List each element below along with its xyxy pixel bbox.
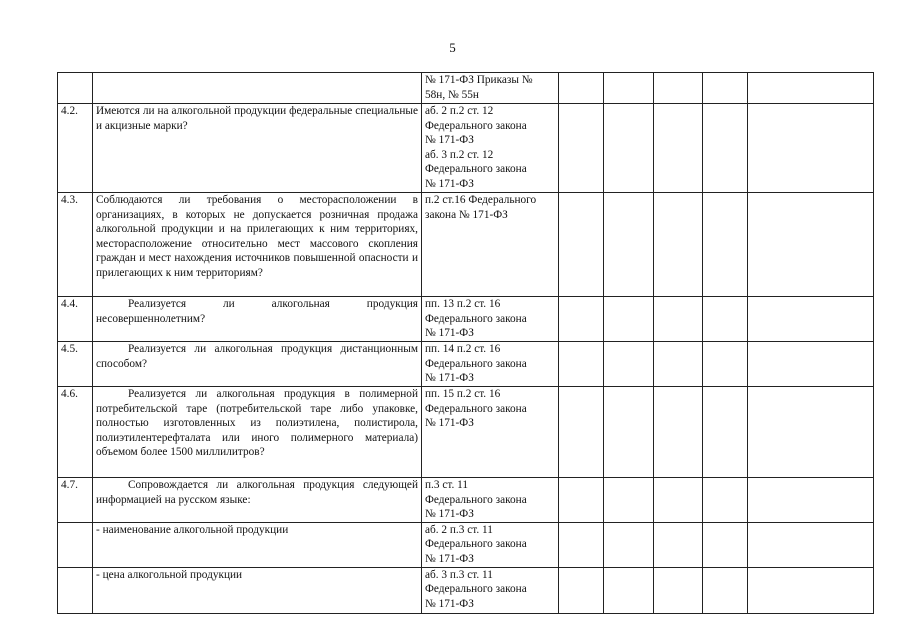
reference-line: пп. 13 п.2 ст. 16 [425, 298, 501, 310]
legal-reference [422, 104, 559, 193]
question-text [93, 73, 422, 104]
legal-reference [422, 297, 559, 342]
row-number: 4.5. [58, 342, 93, 387]
reference-line: 58н, № 55н [425, 88, 479, 101]
reference-line: № 171-ФЗ [425, 327, 474, 340]
notes-cell [748, 297, 874, 342]
answer-cell-yes [559, 478, 604, 523]
table-row [58, 387, 874, 478]
question-text: Реализуется ли алкогольная продукция дистанционным способом? [93, 342, 422, 387]
row-number: 4.7. [58, 478, 93, 523]
answer-cell-extra [703, 297, 748, 342]
question-text: Реализуется ли алкогольная продукция несовершеннолетним? [93, 297, 422, 342]
table-row [58, 522, 874, 567]
answer-cell-na [654, 387, 703, 478]
reference-line: аб. 3 п.3 ст. 11 [425, 568, 493, 581]
reference-line: Федерального закона [425, 312, 527, 325]
answer-cell-extra [703, 342, 748, 387]
answer-cell-na [654, 73, 703, 104]
answer-cell-yes [559, 522, 604, 567]
table-row [58, 478, 874, 523]
answer-cell-no [604, 567, 654, 613]
reference-line: аб. 2 п.3 ст. 11 [425, 523, 493, 536]
row-number: 4.4. [58, 297, 93, 342]
row-number [58, 73, 93, 104]
row-number [58, 567, 93, 613]
table-row [58, 342, 874, 387]
answer-cell-yes [559, 342, 604, 387]
question-text: - наименование алкогольной продукции [93, 522, 422, 567]
legal-reference [422, 567, 559, 613]
answer-cell-no [604, 478, 654, 523]
question-text: Имеются ли на алкогольной продукции федеральные специальные и акцизные марки? [93, 104, 422, 193]
reference-line: Федерального закона [425, 493, 527, 506]
reference-line: п.3 ст. 11 [425, 479, 468, 491]
answer-cell-extra [703, 104, 748, 193]
question-text: - цена алкогольной продукции [93, 567, 422, 613]
legal-reference [422, 193, 559, 297]
reference-line: аб. 2 п.2 ст. 12 [425, 105, 494, 117]
reference-line: пп. 14 п.2 ст. 16 [425, 343, 501, 355]
legal-reference [422, 342, 559, 387]
answer-cell-no [604, 297, 654, 342]
answer-cell-na [654, 478, 703, 523]
notes-cell [748, 73, 874, 104]
page-number: 5 [449, 40, 456, 55]
legal-reference [422, 387, 559, 478]
row-number [58, 522, 93, 567]
answer-cell-extra [703, 522, 748, 567]
answer-cell-yes [559, 193, 604, 297]
table-row [58, 193, 874, 297]
answer-cell-extra [703, 567, 748, 613]
reference-line: № 171-ФЗ [425, 372, 474, 385]
reference-line: № 171-ФЗ Приказы № [425, 74, 533, 86]
answer-cell-na [654, 297, 703, 342]
legal-reference [422, 522, 559, 567]
table-row [58, 567, 874, 613]
notes-cell [748, 342, 874, 387]
reference-line: Федерального закона [425, 119, 527, 132]
notes-cell [748, 104, 874, 193]
reference-line: закона № 171-ФЗ [425, 208, 508, 221]
reference-line: Федерального закона [425, 163, 527, 176]
reference-line: № 171-ФЗ [425, 508, 474, 521]
reference-line: п.2 ст.16 Федерального [425, 194, 537, 206]
reference-line: Федерального закона [425, 402, 527, 415]
legal-reference [422, 478, 559, 523]
checklist-table [57, 72, 874, 614]
answer-cell-yes [559, 387, 604, 478]
table-row [58, 104, 874, 193]
answer-cell-na [654, 342, 703, 387]
answer-cell-no [604, 522, 654, 567]
reference-line: № 171-ФЗ [425, 177, 474, 190]
legal-reference [422, 73, 559, 104]
reference-line: № 171-ФЗ [425, 552, 474, 565]
table-row [58, 297, 874, 342]
reference-line: Федерального закона [425, 583, 527, 596]
answer-cell-yes [559, 297, 604, 342]
answer-cell-no [604, 104, 654, 193]
answer-cell-no [604, 73, 654, 104]
reference-line: № 171-ФЗ [425, 134, 474, 147]
answer-cell-no [604, 193, 654, 297]
reference-line: Федерального закона [425, 538, 527, 551]
answer-cell-na [654, 193, 703, 297]
notes-cell [748, 478, 874, 523]
row-number: 4.2. [58, 104, 93, 193]
answer-cell-na [654, 104, 703, 193]
reference-line: пп. 15 п.2 ст. 16 [425, 388, 501, 400]
answer-cell-na [654, 567, 703, 613]
answer-cell-extra [703, 387, 748, 478]
answer-cell-extra [703, 478, 748, 523]
answer-cell-extra [703, 193, 748, 297]
reference-line: № 171-ФЗ [425, 417, 474, 430]
answer-cell-yes [559, 567, 604, 613]
notes-cell [748, 522, 874, 567]
answer-cell-extra [703, 73, 748, 104]
question-text: Сопровождается ли алкогольная продукция следующей информацией на русском языке: [93, 478, 422, 523]
answer-cell-na [654, 522, 703, 567]
question-text: Соблюдаются ли требования о месторасположении в организациях, в которых не допускается розничная продажа алкогольной продукции и на прилегающих к ним территориях, месторасположение относительно мест массового скопления граждан и мест нахождения источников повышенной опасности и прилегающих к ним территориям? [93, 193, 422, 297]
notes-cell [748, 387, 874, 478]
answer-cell-no [604, 342, 654, 387]
answer-cell-no [604, 387, 654, 478]
table-row [58, 73, 874, 104]
answer-cell-yes [559, 104, 604, 193]
question-text: Реализуется ли алкогольная продукция в полимерной потребительской таре (потребительской таре либо упаковке, полностью изготовленных из полиэтилена, полистирола, полиэтилентерефталата или иного полимерного материала) объемом более 1500 миллилитров? [93, 387, 422, 478]
reference-line: № 171-ФЗ [425, 597, 474, 610]
reference-line: Федерального закона [425, 357, 527, 370]
row-number: 4.3. [58, 193, 93, 297]
notes-cell [748, 193, 874, 297]
answer-cell-yes [559, 73, 604, 104]
notes-cell [748, 567, 874, 613]
row-number: 4.6. [58, 387, 93, 478]
reference-line: аб. 3 п.2 ст. 12 [425, 148, 494, 161]
